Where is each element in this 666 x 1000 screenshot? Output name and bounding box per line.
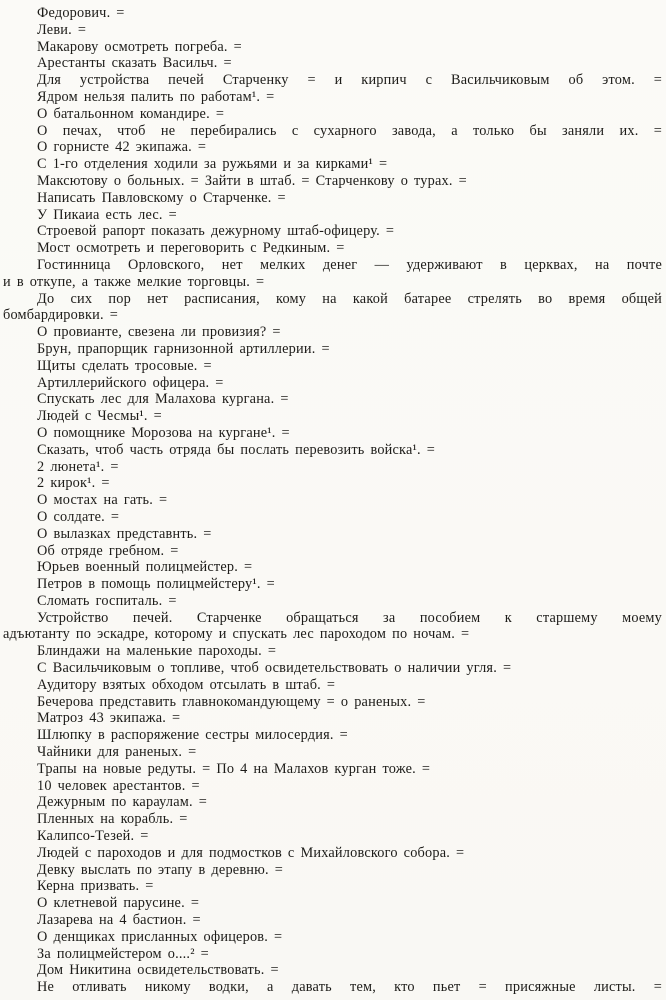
note-line-continuation: и в откупе, а также мелкие торговцы. = bbox=[3, 273, 265, 290]
note-line: Дом Никитина освидетельствовать. = bbox=[37, 962, 279, 979]
note-line: О провианте, свезена ли провизия? = bbox=[37, 324, 281, 341]
note-line-continuation: бомбардировки. = bbox=[3, 307, 118, 324]
note-line: Строевой рапорт показать дежурному штаб-офицеру. = bbox=[37, 223, 395, 240]
note-line: Петров в помощь полицмейстеру¹. = bbox=[37, 576, 275, 593]
note-line: Чайники для раненых. = bbox=[37, 744, 197, 761]
note-line: За полицмейстером о....² = bbox=[37, 945, 209, 962]
note-line: О денщиках присланных офицеров. = bbox=[37, 928, 283, 945]
note-line: О батальонном командире. = bbox=[37, 105, 225, 122]
note-line: 2 люнета¹. = bbox=[37, 458, 119, 475]
note-line: Щиты сделать тросовые. = bbox=[37, 357, 212, 374]
note-line: Калипсо-Тезей. = bbox=[37, 828, 149, 845]
note-line: Федорович. = bbox=[37, 5, 125, 21]
note-line: Для устройства печей Старченку = и кирпич с Васильчиковым об этом. = bbox=[37, 72, 662, 89]
note-line: Устройство печей. Старченке обращаться за пособием к старшему моему bbox=[37, 609, 662, 626]
note-line: О клетневой парусине. = bbox=[37, 895, 200, 912]
note-line: О мостах на гать. = bbox=[37, 492, 168, 509]
note-line: Лазарева на 4 бастион. = bbox=[37, 912, 201, 929]
note-line: Юрьев военный полицмейстер. = bbox=[37, 559, 253, 576]
note-line: Людей с пароходов и для подмостков с Михайловского собора. = bbox=[37, 844, 465, 861]
note-line: У Пикаиа есть лес. = bbox=[37, 206, 177, 223]
note-line: Блиндажи на маленькие пароходы. = bbox=[37, 643, 277, 660]
note-line: Аудитору взятых обходом отсылать в штаб. = bbox=[37, 676, 336, 693]
note-line: Арестанты сказать Васильч. = bbox=[37, 55, 232, 72]
note-line: О помощнике Морозова на кургане¹. = bbox=[37, 424, 290, 441]
note-line: Брун, прапорщик гарнизонной артиллерии. = bbox=[37, 340, 330, 357]
note-line: Леви. = bbox=[37, 21, 87, 38]
notes-list bbox=[3, 5, 662, 996]
note-line: 2 кирок¹. = bbox=[37, 475, 110, 492]
note-line: Не отливать никому водки, а давать тем, кто пьет = присяжные листы. = bbox=[37, 979, 662, 996]
note-line: О печах, чтоб не перебирались с сухарного завода, а только бы заняли их. = bbox=[37, 122, 662, 139]
note-line: Об отряде гребном. = bbox=[37, 542, 179, 559]
note-line: Написать Павловскому о Старченке. = bbox=[37, 189, 286, 206]
note-line: Максютову о больных. = Зайти в штаб. = Старченкову о турах. = bbox=[37, 172, 467, 189]
note-line: Макарову осмотреть погреба. = bbox=[37, 38, 242, 55]
note-line: Спускать лес для Малахова кургана. = bbox=[37, 391, 289, 408]
note-line: Артиллерийского офицера. = bbox=[37, 374, 224, 391]
note-line: Ядром нельзя палить по работам¹. = bbox=[37, 88, 275, 105]
note-line: Сломать госпиталь. = bbox=[37, 592, 177, 609]
note-line: О горнисте 42 экипажа. = bbox=[37, 139, 207, 156]
note-line: Дежурным по караулам. = bbox=[37, 794, 208, 811]
note-line: С Васильчиковым о топливе, чтоб освидетельствовать о наличии угля. = bbox=[37, 660, 512, 677]
note-line: До сих пор нет расписания, кому на какой батарее стрелять во время общей bbox=[37, 290, 662, 307]
note-line: Людей с Чесмы¹. = bbox=[37, 408, 162, 425]
note-line: Керна призвать. = bbox=[37, 878, 154, 895]
note-line: 10 человек арестантов. = bbox=[37, 777, 200, 794]
note-line: Сказать, чтоб часть отряда бы послать перевозить войска¹. = bbox=[37, 441, 436, 458]
note-line: С 1-го отделения ходили за ружьями и за кирками¹ = bbox=[37, 156, 388, 173]
note-line: Бечерова представить главнокомандующему = о раненых. = bbox=[37, 693, 426, 710]
note-line: Мост осмотреть и переговорить с Редкиным. = bbox=[37, 240, 345, 257]
note-line-continuation: адъютанту по эскадре, которому и спускать лес пароходом по ночам. = bbox=[3, 626, 470, 643]
note-line: Девку выслать по этапу в деревню. = bbox=[37, 861, 284, 878]
note-line: Пленных на корабль. = bbox=[37, 811, 188, 828]
note-line: Гостинница Орловского, нет мелких денег — удерживают в церквах, на почте bbox=[37, 256, 662, 273]
note-line: Шлюпку в распоряжение сестры милосердия. = bbox=[37, 727, 348, 744]
note-line: Трапы на новые редуты. = По 4 на Малахов курган тоже. = bbox=[37, 760, 431, 777]
note-line: О вылазках представнть. = bbox=[37, 525, 212, 542]
note-line: О солдате. = bbox=[37, 508, 120, 525]
note-line: Матроз 43 экипажа. = bbox=[37, 710, 181, 727]
